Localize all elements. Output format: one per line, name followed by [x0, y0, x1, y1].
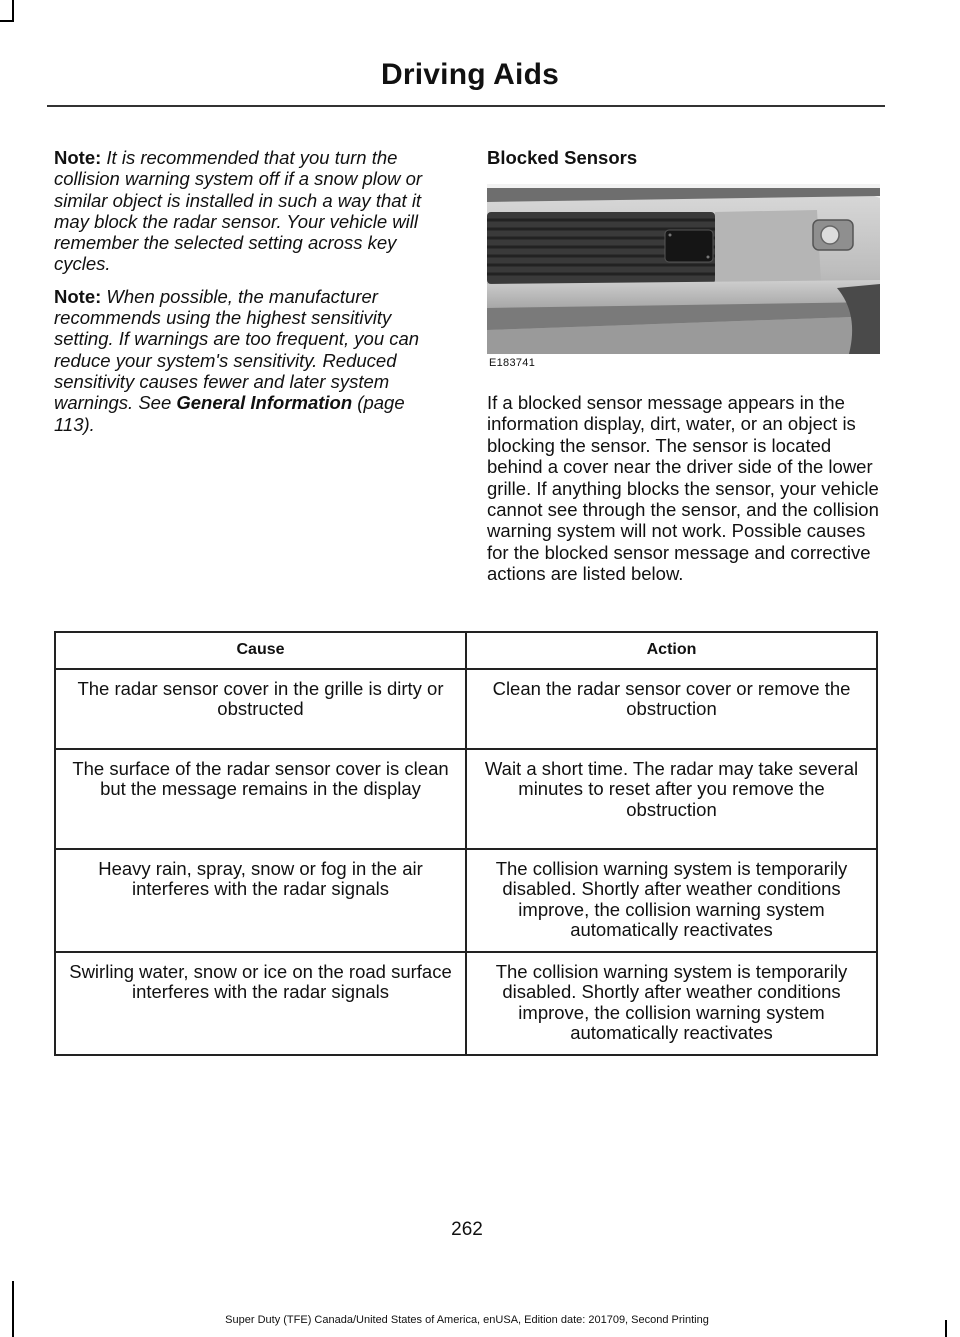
- action-cell: Clean the radar sensor cover or remove the obstruction: [466, 669, 877, 749]
- table-row: [55, 849, 877, 952]
- action-column-header: Action: [466, 632, 877, 669]
- crop-mark: [945, 1320, 947, 1337]
- crop-mark: [12, 1281, 14, 1337]
- action-cell: The collision warning system is temporarily disabled. Shortly after weather conditions improve, the collision warning system automatically reactivates: [466, 849, 877, 952]
- crop-mark: [12, 0, 14, 22]
- crop-mark: [0, 20, 14, 22]
- page-title: Driving Aids: [381, 58, 559, 91]
- cause-cell: The radar sensor cover in the grille is dirty or obstructed: [55, 669, 466, 749]
- figure-code: E183741: [489, 357, 536, 369]
- note-label: Note:: [54, 285, 102, 307]
- cause-cell: Swirling water, snow or ice on the road surface interferes with the radar signals: [55, 952, 466, 1055]
- edition-footer: Super Duty (TFE) Canada/United States of America, enUSA, Edition date: 201709, Second Printing: [225, 1314, 709, 1326]
- page-reference: (page 113).: [54, 392, 405, 435]
- cause-cell: The surface of the radar sensor cover is clean but the message remains in the display: [55, 749, 466, 849]
- note-snow-plow: [54, 147, 450, 275]
- action-cell: Wait a short time. The radar may take several minutes to reset after you remove the obstruction: [466, 749, 877, 849]
- cause-column-header: Cause: [55, 632, 466, 669]
- action-cell: The collision warning system is temporarily disabled. Shortly after weather conditions improve, the collision warning system automatically reactivates: [466, 952, 877, 1055]
- note-sensitivity: [54, 286, 450, 435]
- table-row: [55, 749, 877, 849]
- cause-cell: Heavy rain, spray, snow or fog in the air interferes with the radar signals: [55, 849, 466, 952]
- blocked-sensor-paragraph: If a blocked sensor message appears in the information display, dirt, water, or an object is blocking the sensor. The sensor is located behind a cover near the driver side of the lower grille. If anything blocks the sensor, your vehicle cannot see through the sensor, and the collision warning system will not work. Possible causes for the blocked sensor message and corrective actions are listed below.: [487, 392, 879, 585]
- note-text: When possible, the manufacturer recommends using the highest sensitivity setting. If warnings are too frequent, you can reduce your system's sensitivity. Reduced sensitivity causes fewer and later system warnings. See: [54, 285, 420, 414]
- cause-action-table: [54, 631, 878, 1056]
- table-row: [55, 952, 877, 1055]
- section-heading: Blocked Sensors: [487, 147, 638, 168]
- front-bumper-illustration: [487, 184, 880, 354]
- page-number: 262: [451, 1219, 483, 1240]
- left-column: [54, 147, 450, 446]
- table-header-row: [55, 632, 877, 669]
- right-column: [487, 147, 880, 585]
- table-row: [55, 669, 877, 749]
- bumper-sensor-figure: [487, 184, 880, 369]
- note-label: Note:: [54, 147, 102, 168]
- general-information-link[interactable]: General Information: [176, 392, 353, 414]
- header-divider: [47, 105, 885, 107]
- note-text: It is recommended that you turn the collision warning system off if a snow plow or similar object is installed in such a way that it may block the radar sensor. Your vehicle will remember the selected setting across key cycles.: [54, 147, 423, 275]
